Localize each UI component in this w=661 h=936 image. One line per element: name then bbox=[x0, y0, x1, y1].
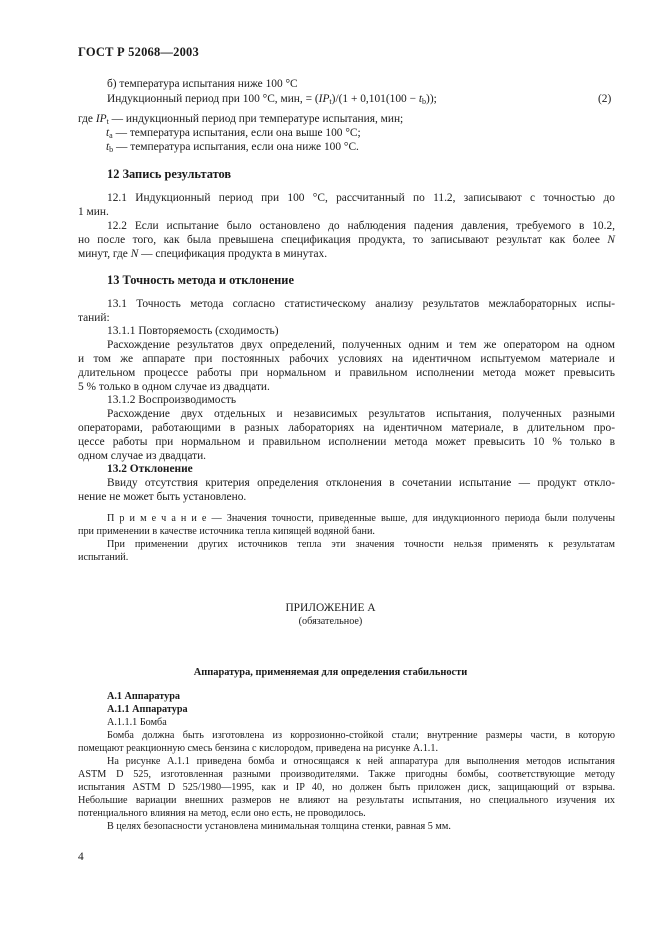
appendix-p3-line1: В целях безопасности установлена минимальная толщина стенки, равная 5 мм. bbox=[107, 821, 451, 832]
reproducibility-line3: цессе работы при нормальном и правильном исполнении метода может превысить 10 % только в bbox=[78, 436, 615, 448]
appendix-heading: Аппаратура, применяемая для определения стабильности bbox=[193, 667, 468, 678]
section-13-title: 13 Точность метода и отклонение bbox=[107, 273, 294, 287]
subsection-13-1-1: 13.1.1 Повторяемость (сходимость) bbox=[107, 325, 279, 337]
page-number: 4 bbox=[78, 851, 84, 863]
appendix-p2-line3: испытания ASTM D 525/1980—1995, как и IP 40, но должен быть приложен диск, защищающий от взрыва. bbox=[78, 782, 615, 793]
repeatability-line2: и том же аппарате при постоянных рабочих условиях на идентичном испытуемом материале и bbox=[78, 353, 615, 365]
note2-line1: При применении других источников тепла эти значения точности нельзя применять к результатам bbox=[107, 539, 615, 550]
subsection-13-2: 13.2 Отклонение bbox=[107, 463, 193, 475]
para-12-2-line1: 12.2 Если испытание было остановлено до наблюдения падения давления, требуемого в 10.2, bbox=[107, 220, 615, 232]
where-tb-line: $t_b$ — температура испытания, если она ниже 100 °С. bbox=[106, 141, 359, 154]
appendix-subtitle: (обязательное) bbox=[298, 616, 363, 627]
note-line1: П р и м е ч а н и е — Значения точности, приведенные выше, для индукционного периода были получены bbox=[107, 513, 616, 524]
item-b-line: б) температура испытания ниже 100 °С bbox=[107, 78, 298, 90]
para-12-2-line3: минут, где N — спецификация продукта в минутах. bbox=[78, 248, 328, 260]
para-13-1-line1: 13.1 Точность метода согласно статистическому анализу результатов межлабораторных испы- bbox=[107, 298, 615, 310]
note-line2: при применении в качестве источника тепла кипящей водяной бани. bbox=[78, 526, 375, 537]
para-12-1-line1: 12.1 Индукционный период при 100 °С, рассчитанный по 11.2, записывают с точностью до bbox=[107, 192, 615, 204]
section-12-title: 12 Запись результатов bbox=[107, 167, 232, 181]
repeatability-line4: 5 % только в одном случае из двадцати. bbox=[78, 381, 270, 393]
reproducibility-line2: операторами, работающими в разных лабораториях на идентичном материале, в длительном про- bbox=[78, 422, 615, 434]
repeatability-line3: длительном процессе работы при нормальном и правильном исполнении метода может превысить bbox=[78, 367, 615, 379]
where-ip-line: где $IP_t$ — индукционный период при температуре испытания, мин; bbox=[78, 113, 404, 126]
note2-line2: испытаний. bbox=[78, 552, 129, 563]
appendix-a111: А.1.1.1 Бомба bbox=[107, 717, 167, 728]
reproducibility-line4: одном случае из двадцати. bbox=[78, 450, 207, 462]
appendix-a1: А.1 Аппаратура bbox=[107, 691, 180, 702]
where-ta-line: $t_a$ — температура испытания, если она выше 100 °С; bbox=[106, 127, 361, 140]
appendix-title: ПРИЛОЖЕНИЕ А bbox=[285, 602, 376, 614]
formula-line: Индукционный период при 100 °С, мин, = $(IP_t)/(1 + 0,101(100 - t_b))$; bbox=[107, 93, 437, 106]
repeatability-line1: Расхождение результатов двух определений, полученных одним и тем же оператором на одном bbox=[107, 339, 615, 351]
appendix-p1-line2: помещают реакционную смесь бензина с кислородом, приведена на рисунке А.1.1. bbox=[78, 743, 438, 754]
para-12-1-line2: 1 мин. bbox=[78, 206, 109, 218]
appendix-p2-line2: ASTM D 525, изготовленная разными производителями. Также пригодны бомбы, соответствующие методу bbox=[78, 769, 615, 780]
appendix-p2-line5: потенциального влияния на метод, если оно есть, не проводилось. bbox=[78, 808, 366, 819]
subsection-13-1-2: 13.1.2 Воспроизводимость bbox=[107, 394, 237, 406]
appendix-p2-line4: Небольшие вариации внешних размеров не влияют на результаты испытания, но специального изучения их bbox=[78, 795, 615, 806]
appendix-a11: А.1.1 Аппаратура bbox=[107, 704, 188, 715]
appendix-p2-line1: На рисунке А.1.1 приведена бомба и относящаяся к ней аппаратура для выполнения методов испытания bbox=[107, 756, 615, 767]
deviation-line1: Ввиду отсутствия критерия определения отклонения в сочетании испытание — продукт откло- bbox=[107, 477, 615, 489]
para-12-2-line2: но после того, как была превышена спецификация продукта, то записывают результат как более N bbox=[78, 234, 615, 246]
para-13-1-line2: таний: bbox=[78, 312, 110, 324]
deviation-line2: нение не может быть установлено. bbox=[78, 491, 247, 503]
reproducibility-line1: Расхождение двух отдельных и независимых результатов испытания, полученных разными bbox=[107, 408, 615, 420]
formula-number: (2) bbox=[598, 93, 612, 105]
appendix-p1-line1: Бомба должна быть изготовлена из коррозионно-стойкой стали; внутренние размеры части, в которую bbox=[107, 730, 615, 741]
document-header-code: ГОСТ Р 52068—2003 bbox=[78, 45, 199, 59]
